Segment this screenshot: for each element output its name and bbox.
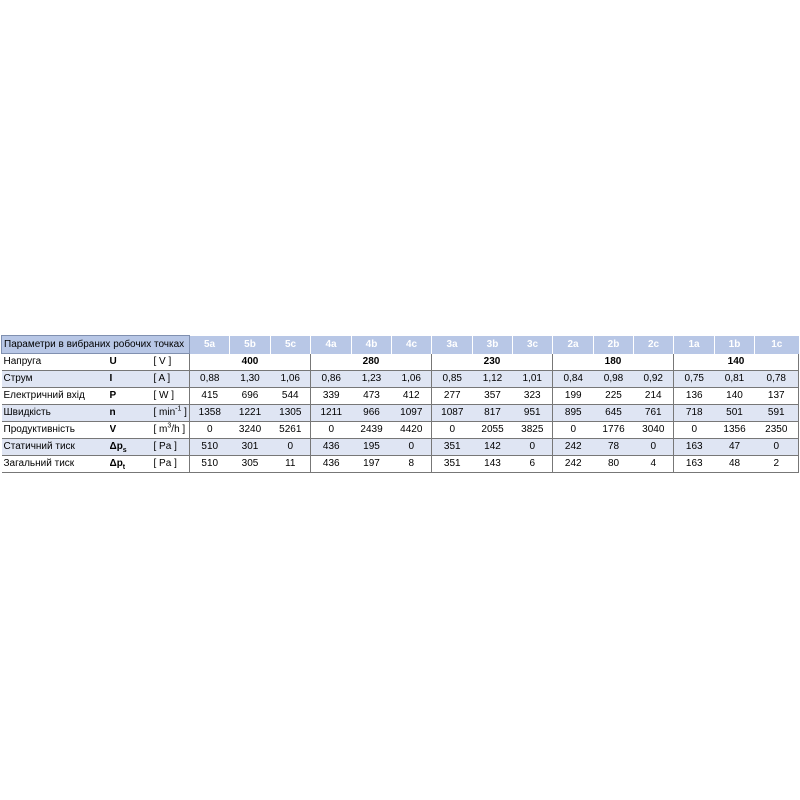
- value-cell: 214: [634, 388, 674, 405]
- value-cell: 817: [473, 405, 513, 422]
- value-cell: 0: [311, 422, 352, 439]
- table-row: [2, 354, 799, 371]
- value-cell: 1776: [594, 422, 634, 439]
- row-label: Швидкість: [2, 405, 110, 422]
- value-cell: 1,12: [473, 371, 513, 388]
- value-cell: 501: [715, 405, 755, 422]
- value-cell: 473: [352, 388, 392, 405]
- value-cell: 895: [553, 405, 594, 422]
- value-cell: 137: [755, 388, 799, 405]
- row-unit: [ V ]: [150, 354, 190, 371]
- value-cell: 78: [594, 439, 634, 456]
- value-cell: 305: [230, 456, 271, 473]
- row-unit: [150, 456, 190, 473]
- symbol-main: I: [109, 373, 113, 384]
- value-cell: 1097: [392, 405, 432, 422]
- symbol-main: Δp: [109, 441, 123, 452]
- value-cell: 1087: [432, 405, 473, 422]
- table-row: [2, 422, 799, 439]
- operating-point-header: 5b: [230, 336, 271, 354]
- value-cell: 1356: [715, 422, 755, 439]
- value-cell: 163: [674, 439, 715, 456]
- value-cell: 510: [190, 439, 230, 456]
- value-cell: 0,86: [311, 371, 352, 388]
- value-cell: 1,01: [513, 371, 553, 388]
- symbol-main: n: [109, 407, 116, 418]
- unit-main: [ Pa ]: [153, 441, 177, 452]
- value-cell: 301: [230, 439, 271, 456]
- value-cell: 1,30: [230, 371, 271, 388]
- unit-main: [ m: [153, 424, 168, 435]
- operating-point-header: 1c: [755, 336, 799, 354]
- symbol-main: P: [109, 390, 117, 401]
- row-symbol: [110, 405, 150, 422]
- value-cell: 761: [634, 405, 674, 422]
- value-cell: 0,85: [432, 371, 473, 388]
- row-unit: [150, 422, 190, 439]
- value-cell: 1,23: [352, 371, 392, 388]
- value-cell: 197: [352, 456, 392, 473]
- value-cell: 2055: [473, 422, 513, 439]
- value-cell: 140: [715, 388, 755, 405]
- row-unit: [150, 439, 190, 456]
- row-label: Статичний тиск: [2, 439, 110, 456]
- operating-point-header: 2b: [594, 336, 634, 354]
- row-unit: [150, 388, 190, 405]
- value-cell: 951: [513, 405, 553, 422]
- value-cell: 242: [553, 439, 594, 456]
- row-symbol: U: [110, 354, 150, 371]
- value-cell: 195: [352, 439, 392, 456]
- voltage-group-value: 400: [190, 354, 311, 371]
- value-cell: 1221: [230, 405, 271, 422]
- table-row: [2, 405, 799, 422]
- unit-main: [ min: [153, 407, 176, 418]
- operating-point-header: 5c: [271, 336, 311, 354]
- operating-point-header: 5a: [190, 336, 230, 354]
- operating-point-header: 3b: [473, 336, 513, 354]
- operating-point-header: 2c: [634, 336, 674, 354]
- voltage-group-value: 230: [432, 354, 553, 371]
- value-cell: 0,75: [674, 371, 715, 388]
- value-cell: 4: [634, 456, 674, 473]
- value-cell: 0: [432, 422, 473, 439]
- value-cell: 0: [392, 439, 432, 456]
- value-cell: 323: [513, 388, 553, 405]
- voltage-group-value: 180: [553, 354, 674, 371]
- header-label: Параметри в вибраних робочих точках: [2, 336, 190, 354]
- value-cell: 0: [190, 422, 230, 439]
- row-symbol: [110, 388, 150, 405]
- row-symbol: [110, 439, 150, 456]
- value-cell: 357: [473, 388, 513, 405]
- value-cell: 510: [190, 456, 230, 473]
- header-row: [2, 336, 799, 354]
- value-cell: 0: [674, 422, 715, 439]
- row-label: Продуктивність: [2, 422, 110, 439]
- operating-point-header: 1a: [674, 336, 715, 354]
- value-cell: 0,88: [190, 371, 230, 388]
- value-cell: 163: [674, 456, 715, 473]
- value-cell: 415: [190, 388, 230, 405]
- value-cell: 0,78: [755, 371, 799, 388]
- value-cell: 2350: [755, 422, 799, 439]
- value-cell: 6: [513, 456, 553, 473]
- value-cell: 0,98: [594, 371, 634, 388]
- value-cell: 544: [271, 388, 311, 405]
- row-label: Напруга: [2, 354, 110, 371]
- value-cell: 11: [271, 456, 311, 473]
- value-cell: 966: [352, 405, 392, 422]
- row-unit: [150, 405, 190, 422]
- symbol-main: Δp: [109, 458, 123, 469]
- unit-main: [ W ]: [153, 390, 175, 401]
- value-cell: 0: [755, 439, 799, 456]
- value-cell: 0: [553, 422, 594, 439]
- value-cell: 0,84: [553, 371, 594, 388]
- value-cell: 242: [553, 456, 594, 473]
- operating-point-header: 1b: [715, 336, 755, 354]
- unit-superscript: -1: [175, 405, 182, 413]
- symbol-subscript: s: [122, 447, 127, 454]
- unit-main: [ Pa ]: [153, 458, 177, 469]
- operating-point-header: 2a: [553, 336, 594, 354]
- value-cell: 436: [311, 456, 352, 473]
- symbol-subscript: t: [122, 464, 126, 471]
- value-cell: 47: [715, 439, 755, 456]
- value-cell: 48: [715, 456, 755, 473]
- value-cell: 4420: [392, 422, 432, 439]
- value-cell: 277: [432, 388, 473, 405]
- row-symbol: [110, 456, 150, 473]
- row-label: Електричний вхід: [2, 388, 110, 405]
- row-symbol: [110, 422, 150, 439]
- value-cell: 199: [553, 388, 594, 405]
- operating-point-header: 3c: [513, 336, 553, 354]
- operating-point-header: 3a: [432, 336, 473, 354]
- value-cell: 591: [755, 405, 799, 422]
- row-label: Загальний тиск: [2, 456, 110, 473]
- performance-table: [1, 335, 799, 473]
- value-cell: 1211: [311, 405, 352, 422]
- value-cell: 142: [473, 439, 513, 456]
- operating-point-header: 4c: [392, 336, 432, 354]
- value-cell: 0: [634, 439, 674, 456]
- value-cell: 136: [674, 388, 715, 405]
- value-cell: 0: [513, 439, 553, 456]
- value-cell: 1358: [190, 405, 230, 422]
- value-cell: 339: [311, 388, 352, 405]
- unit-tail: /h ]: [171, 424, 186, 435]
- voltage-group-value: 280: [311, 354, 432, 371]
- value-cell: 351: [432, 456, 473, 473]
- operating-point-header: 4b: [352, 336, 392, 354]
- value-cell: 0: [271, 439, 311, 456]
- value-cell: 80: [594, 456, 634, 473]
- unit-main: [ A ]: [153, 373, 171, 384]
- value-cell: 143: [473, 456, 513, 473]
- value-cell: 351: [432, 439, 473, 456]
- value-cell: 3825: [513, 422, 553, 439]
- operating-point-header: 4a: [311, 336, 352, 354]
- value-cell: 5261: [271, 422, 311, 439]
- value-cell: 1,06: [392, 371, 432, 388]
- symbol-main: V: [109, 424, 117, 435]
- value-cell: 1305: [271, 405, 311, 422]
- voltage-group-value: 140: [674, 354, 799, 371]
- value-cell: 2439: [352, 422, 392, 439]
- table-body: [2, 336, 799, 473]
- table-row: [2, 388, 799, 405]
- value-cell: 718: [674, 405, 715, 422]
- value-cell: 436: [311, 439, 352, 456]
- table-row: [2, 456, 799, 473]
- unit-superscript: 3: [167, 422, 172, 430]
- value-cell: 3240: [230, 422, 271, 439]
- value-cell: 2: [755, 456, 799, 473]
- row-symbol: [110, 371, 150, 388]
- row-unit: [150, 371, 190, 388]
- value-cell: 225: [594, 388, 634, 405]
- table-row: [2, 371, 799, 388]
- value-cell: 645: [594, 405, 634, 422]
- value-cell: 0,92: [634, 371, 674, 388]
- value-cell: 696: [230, 388, 271, 405]
- value-cell: 0,81: [715, 371, 755, 388]
- value-cell: 3040: [634, 422, 674, 439]
- value-cell: 1,06: [271, 371, 311, 388]
- table-row: [2, 439, 799, 456]
- value-cell: 8: [392, 456, 432, 473]
- performance-table-container: [1, 335, 798, 473]
- unit-tail: ]: [181, 407, 187, 418]
- row-label: Струм: [2, 371, 110, 388]
- value-cell: 412: [392, 388, 432, 405]
